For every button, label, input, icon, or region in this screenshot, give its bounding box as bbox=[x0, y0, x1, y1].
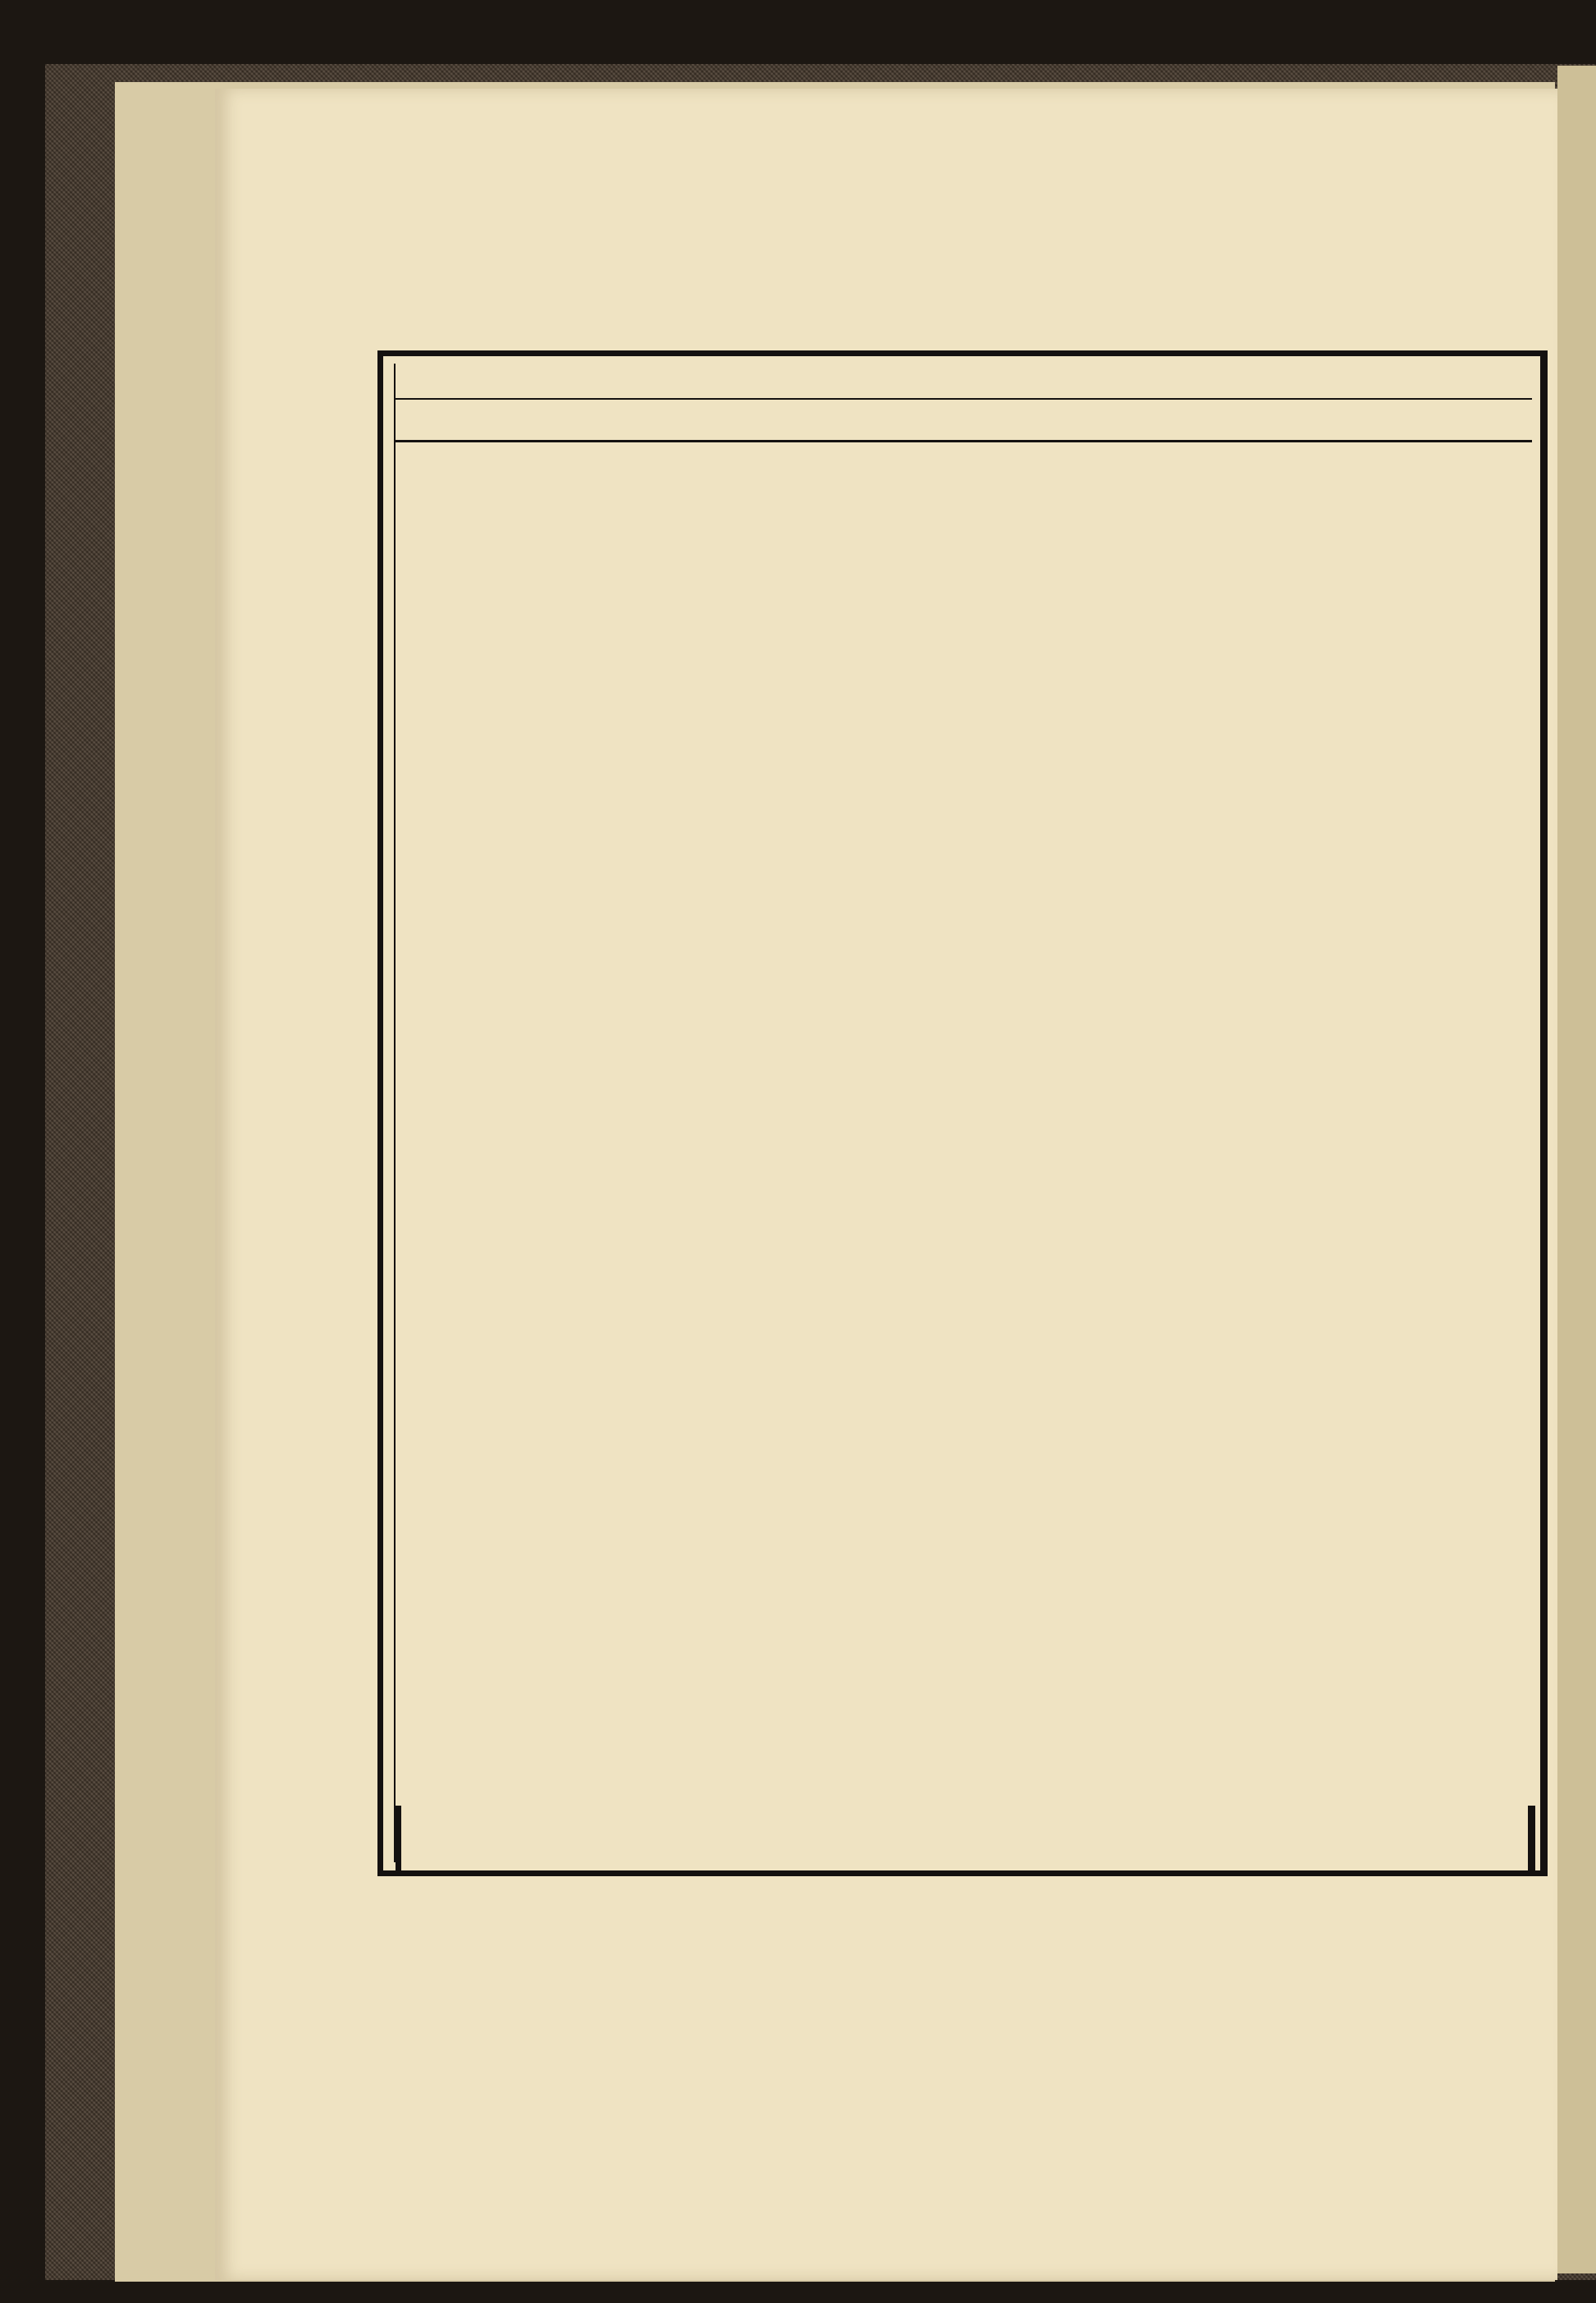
footer-digits-row bbox=[387, 1812, 1540, 1861]
header-digits-row bbox=[396, 365, 1532, 400]
facing-page-edge bbox=[1557, 66, 1596, 2273]
table-grid bbox=[394, 364, 1532, 1862]
header-ham-row bbox=[396, 401, 1532, 442]
multiplication-table bbox=[377, 350, 1548, 1876]
